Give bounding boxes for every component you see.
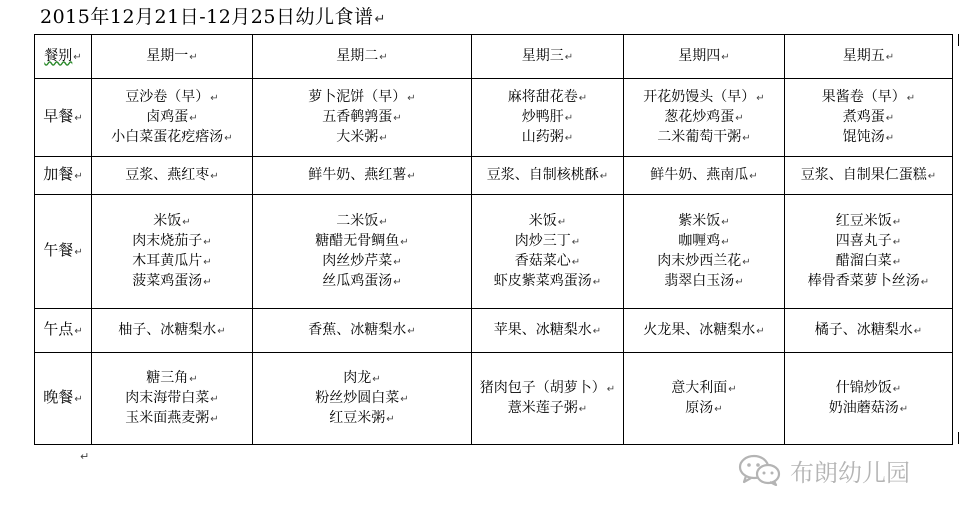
dish-name: 肉末炒西兰花 <box>657 252 742 269</box>
paragraph-mark: ↵ <box>728 383 737 395</box>
dish-line <box>253 232 471 252</box>
dish-line <box>253 369 471 389</box>
menu-cell <box>92 79 253 157</box>
paragraph-mark: ↵ <box>73 51 82 63</box>
paragraph-mark: ↵ <box>564 132 574 144</box>
paragraph-mark: ↵ <box>906 92 916 104</box>
paragraph-mark: ↵ <box>189 51 198 63</box>
dish-name: 火龙果、冰糖梨水 <box>643 321 756 338</box>
corner-label: 餐别 <box>44 47 73 64</box>
dish-line <box>472 321 623 341</box>
dish-name: 香菇菜心 <box>514 252 571 269</box>
dish-line <box>253 389 471 409</box>
menu-cell <box>92 195 253 309</box>
paragraph-mark: ↵ <box>742 256 751 268</box>
paragraph-mark: ↵ <box>571 236 581 248</box>
dish-line <box>624 128 784 148</box>
paragraph-mark: ↵ <box>224 132 233 144</box>
day-header <box>785 35 953 79</box>
paragraph-mark: ↵ <box>407 92 416 104</box>
paragraph-mark: ↵ <box>203 256 212 268</box>
dish-name: 米饭 <box>528 212 557 229</box>
menu-cell <box>624 353 785 445</box>
paragraph-mark: ↵ <box>393 276 402 288</box>
paragraph-mark: ↵ <box>407 170 416 182</box>
meal-label: 早餐 <box>43 107 74 125</box>
menu-cell <box>92 309 253 353</box>
day-header-label: 星期四 <box>678 47 721 64</box>
paragraph-mark: ↵ <box>393 256 402 268</box>
dish-line <box>253 128 471 148</box>
menu-cell <box>785 353 953 445</box>
dish-line <box>253 212 471 232</box>
dish-name: 原汤 <box>685 399 714 416</box>
paragraph-mark: ↵ <box>182 216 191 228</box>
meal-label: 午餐 <box>43 241 74 259</box>
paragraph-mark: ↵ <box>927 170 937 182</box>
menu-cell <box>253 195 472 309</box>
dish-line <box>624 212 784 232</box>
paragraph-mark: ↵ <box>386 413 395 425</box>
dish-name: 橘子、冰糖梨水 <box>814 321 913 338</box>
page-title <box>40 2 386 29</box>
meal-row <box>35 309 953 353</box>
paragraph-mark: ↵ <box>913 325 923 337</box>
dish-line <box>472 232 623 252</box>
dish-name: 红豆米饭 <box>835 212 892 229</box>
paragraph-mark: ↵ <box>189 373 198 385</box>
paragraph-mark: ↵ <box>210 170 219 182</box>
dish-name: 柚子、冰糖梨水 <box>118 321 217 338</box>
meal-label-cell <box>35 309 92 353</box>
dish-name: 咖喱鸡 <box>678 232 721 249</box>
day-header <box>92 35 253 79</box>
dish-name: 醋溜白菜 <box>835 252 892 269</box>
paragraph-mark: ↵ <box>714 403 723 415</box>
dish-name: 玉米面燕麦粥 <box>125 409 210 426</box>
day-header-label: 星期二 <box>336 47 379 64</box>
dish-name: 山药粥 <box>521 128 564 145</box>
paragraph-mark: ↵ <box>578 403 588 415</box>
dish-name: 豆浆、燕红枣 <box>125 166 210 183</box>
dish-name: 棒骨香菜萝卜丝汤 <box>807 272 920 289</box>
dish-line <box>785 272 952 292</box>
menu-cell <box>253 309 472 353</box>
day-header-label: 星期三 <box>521 47 564 64</box>
dish-name: 紫米饭 <box>678 212 721 229</box>
dish-line <box>785 252 952 272</box>
dish-line <box>624 399 784 419</box>
menu-cell <box>785 195 953 309</box>
day-header-label: 星期五 <box>842 47 885 64</box>
dish-line <box>253 321 471 341</box>
dish-name: 奶油蘑菇汤 <box>828 399 899 416</box>
dish-name: 二米葡萄干粥 <box>657 128 742 145</box>
dish-name: 肉丝炒芹菜 <box>322 252 393 269</box>
dish-line <box>472 166 623 186</box>
paragraph-mark: ↵ <box>379 51 388 63</box>
dish-name: 薏米莲子粥 <box>507 399 578 416</box>
paragraph-mark: ↵ <box>74 394 83 405</box>
dish-name: 果酱卷（早） <box>821 88 906 105</box>
paragraph-mark: ↵ <box>599 170 609 182</box>
dish-name: 炒鸭肝 <box>521 108 564 125</box>
paragraph-mark: ↵ <box>74 326 83 337</box>
watermark <box>738 450 910 490</box>
paragraph-mark: ↵ <box>400 393 409 405</box>
paragraph-mark: ↵ <box>749 170 758 182</box>
table-edge-stub <box>958 34 959 46</box>
dish-name: 煮鸡蛋 <box>842 108 885 125</box>
paragraph-mark: ↵ <box>210 413 219 425</box>
dish-line <box>253 252 471 272</box>
dish-line <box>92 369 252 389</box>
dish-line <box>624 321 784 341</box>
paragraph-mark: ↵ <box>721 216 730 228</box>
menu-cell <box>785 79 953 157</box>
dish-line <box>92 128 252 148</box>
dish-line <box>92 212 252 232</box>
dish-line <box>92 166 252 186</box>
paragraph-mark: ↵ <box>80 450 90 463</box>
paragraph-mark: ↵ <box>756 325 765 337</box>
paragraph-mark: ↵ <box>372 373 381 385</box>
dish-name: 米饭 <box>153 212 182 229</box>
paragraph-mark: ↵ <box>885 112 895 124</box>
dish-line <box>472 252 623 272</box>
paragraph-mark: ↵ <box>374 12 386 27</box>
menu-cell <box>624 195 785 309</box>
dish-name: 肉龙 <box>343 369 372 386</box>
dish-line <box>624 252 784 272</box>
dish-name: 萝卜泥饼（早） <box>308 88 407 105</box>
dish-name: 麻将甜花卷 <box>507 88 578 105</box>
menu-cell <box>253 79 472 157</box>
dish-name: 五香鹌鹑蛋 <box>322 108 393 125</box>
dish-line <box>92 389 252 409</box>
dish-line <box>472 272 623 292</box>
dish-line <box>472 399 623 419</box>
dish-name: 卤鸡蛋 <box>146 108 189 125</box>
paragraph-mark: ↵ <box>721 236 730 248</box>
paragraph-mark: ↵ <box>892 216 902 228</box>
dish-line <box>785 232 952 252</box>
paragraph-mark: ↵ <box>735 276 744 288</box>
paragraph-mark: ↵ <box>885 132 895 144</box>
paragraph-mark: ↵ <box>892 236 902 248</box>
meal-label-cell <box>35 353 92 445</box>
dish-name: 木耳黄瓜片 <box>132 252 203 269</box>
menu-cell <box>472 309 624 353</box>
dish-line <box>92 252 252 272</box>
dish-line <box>785 379 952 399</box>
paragraph-mark: ↵ <box>578 92 588 104</box>
dish-name: 丝瓜鸡蛋汤 <box>322 272 393 289</box>
table-edge-stub <box>958 432 959 444</box>
paragraph-mark: ↵ <box>74 247 83 258</box>
dish-name: 馄饨汤 <box>842 128 885 145</box>
dish-line <box>624 232 784 252</box>
dish-line <box>92 232 252 252</box>
dish-line <box>92 88 252 108</box>
dish-name: 四喜丸子 <box>835 232 892 249</box>
dish-line <box>624 166 784 186</box>
dish-line <box>92 108 252 128</box>
meal-row <box>35 79 953 157</box>
paragraph-mark: ↵ <box>379 132 388 144</box>
meal-label-cell <box>35 157 92 195</box>
menu-cell <box>472 195 624 309</box>
dish-line <box>253 272 471 292</box>
paragraph-mark: ↵ <box>892 383 902 395</box>
paragraph-mark: ↵ <box>892 256 902 268</box>
menu-cell <box>472 157 624 195</box>
meal-label-cell <box>35 79 92 157</box>
dish-line <box>785 88 952 108</box>
menu-cell <box>472 353 624 445</box>
dish-name: 粉丝炒圆白菜 <box>315 389 400 406</box>
paragraph-mark: ↵ <box>756 92 765 104</box>
dish-name: 二米饭 <box>336 212 379 229</box>
paragraph-mark: ↵ <box>74 171 83 182</box>
paragraph-mark: ↵ <box>920 276 930 288</box>
meal-label-cell <box>35 195 92 309</box>
dish-name: 菠菜鸡蛋汤 <box>132 272 203 289</box>
dish-name: 意大利面 <box>671 379 728 396</box>
dish-line <box>785 108 952 128</box>
paragraph-mark: ↵ <box>217 325 226 337</box>
dish-line <box>92 321 252 341</box>
paragraph-mark: ↵ <box>606 383 616 395</box>
dish-line <box>472 128 623 148</box>
paragraph-mark: ↵ <box>203 236 212 248</box>
dish-name: 肉炒三丁 <box>514 232 571 249</box>
paragraph-mark: ↵ <box>557 216 567 228</box>
menu-cell <box>472 79 624 157</box>
dish-name: 苹果、冰糖梨水 <box>493 321 592 338</box>
paragraph-mark: ↵ <box>564 112 574 124</box>
dish-line <box>253 108 471 128</box>
dish-line <box>624 379 784 399</box>
dish-name: 香蕉、冰糖梨水 <box>308 321 407 338</box>
dish-line <box>472 88 623 108</box>
dish-name: 开花奶馒头（早） <box>643 88 756 105</box>
paragraph-mark: ↵ <box>899 403 909 415</box>
header-row <box>35 35 953 79</box>
day-header <box>624 35 785 79</box>
dish-line <box>472 379 623 399</box>
paragraph-mark: ↵ <box>400 236 409 248</box>
dish-name: 小白菜蛋花疙瘩汤 <box>111 128 224 145</box>
title-text: 2015年12月21日-12月25日幼儿食谱 <box>40 6 374 28</box>
paragraph-mark: ↵ <box>592 325 602 337</box>
dish-line <box>472 108 623 128</box>
paragraph-mark: ↵ <box>742 132 751 144</box>
dish-line <box>785 321 952 341</box>
dish-name: 肉末海带白菜 <box>125 389 210 406</box>
paragraph-mark: ↵ <box>74 113 83 124</box>
paragraph-mark: ↵ <box>407 325 416 337</box>
paragraph-mark: ↵ <box>210 393 219 405</box>
dish-name: 糖三角 <box>146 369 189 386</box>
dish-line <box>92 272 252 292</box>
paragraph-mark: ↵ <box>592 276 602 288</box>
paragraph-mark: ↵ <box>721 51 730 63</box>
dish-name: 豆浆、自制核桃酥 <box>486 166 599 183</box>
day-header <box>472 35 624 79</box>
meal-label: 晚餐 <box>43 388 74 406</box>
paragraph-mark: ↵ <box>571 256 581 268</box>
meal-row <box>35 195 953 309</box>
menu-cell <box>92 157 253 195</box>
dish-line <box>253 409 471 429</box>
paragraph-mark: ↵ <box>379 216 388 228</box>
dish-line <box>785 128 952 148</box>
dish-line <box>785 399 952 419</box>
dish-line <box>92 409 252 429</box>
dish-line <box>624 108 784 128</box>
dish-line <box>472 212 623 232</box>
menu-cell <box>624 157 785 195</box>
paragraph-mark: ↵ <box>885 51 895 63</box>
dish-name: 葱花炒鸡蛋 <box>664 108 735 125</box>
paragraph-mark: ↵ <box>393 112 402 124</box>
dish-line <box>624 88 784 108</box>
dish-name: 鲜牛奶、燕红薯 <box>308 166 407 183</box>
dish-name: 豆浆、自制果仁蛋糕 <box>800 166 927 183</box>
dish-name: 豆沙卷（早） <box>125 88 210 105</box>
dish-name: 红豆米粥 <box>329 409 386 426</box>
menu-table <box>34 34 953 445</box>
menu-cell <box>624 309 785 353</box>
dish-line <box>624 272 784 292</box>
menu-cell <box>624 79 785 157</box>
paragraph-mark: ↵ <box>189 112 198 124</box>
dish-line <box>253 88 471 108</box>
meal-label: 午点 <box>43 320 74 338</box>
menu-cell <box>253 157 472 195</box>
menu-cell <box>785 309 953 353</box>
dish-name: 翡翠白玉汤 <box>664 272 735 289</box>
dish-name: 肉末烧茄子 <box>132 232 203 249</box>
paragraph-mark: ↵ <box>564 51 574 63</box>
meal-row <box>35 157 953 195</box>
dish-name: 鲜牛奶、燕南瓜 <box>650 166 749 183</box>
paragraph-mark: ↵ <box>210 92 219 104</box>
dish-name: 虾皮紫菜鸡蛋汤 <box>493 272 592 289</box>
day-header-label: 星期一 <box>146 47 189 64</box>
corner-cell <box>35 35 92 79</box>
wechat-icon <box>738 454 782 486</box>
watermark-text: 布朗幼儿园 <box>790 458 910 487</box>
meal-label: 加餐 <box>43 165 74 183</box>
dish-name: 猪肉包子（胡萝卜） <box>479 379 606 396</box>
menu-cell <box>785 157 953 195</box>
menu-cell <box>92 353 253 445</box>
meal-row <box>35 353 953 445</box>
dish-name: 糖醋无骨鲷鱼 <box>315 232 400 249</box>
menu-cell <box>253 353 472 445</box>
dish-line <box>253 166 471 186</box>
dish-line <box>785 212 952 232</box>
dish-name: 大米粥 <box>336 128 379 145</box>
dish-name: 什锦炒饭 <box>835 379 892 396</box>
dish-line <box>785 166 952 186</box>
day-header <box>253 35 472 79</box>
paragraph-mark: ↵ <box>203 276 212 288</box>
paragraph-mark: ↵ <box>735 112 744 124</box>
